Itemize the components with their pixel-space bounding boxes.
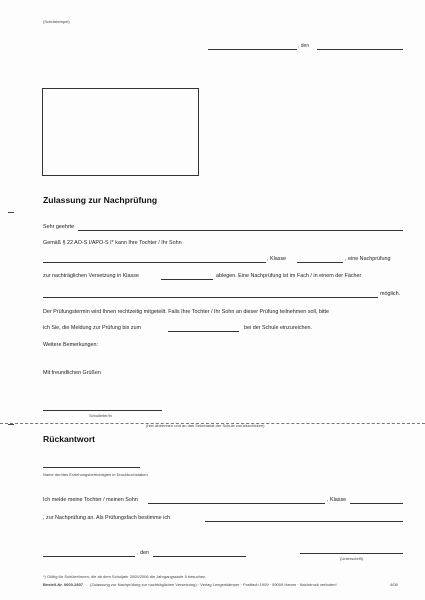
student-name-field[interactable] (43, 262, 266, 263)
parent-name-field[interactable] (43, 467, 140, 468)
footnote: *) Gültig für Schüler/innen, die ab dem Schuljahr 2005/2006 die Jahrgangsstufe 5 besuchen. (43, 574, 207, 579)
fach-text: , zur Nachprüfung an. Als Prüfungsfach bestimme ich (43, 515, 171, 521)
reply-klasse-field[interactable] (350, 503, 403, 504)
stamp-label: (Schulstempel) (43, 19, 70, 24)
parent-name-label: Name der/des Erziehungsberechtigten in Druckbuchstaben (43, 472, 148, 477)
melde-text: Ich melde meine Tochter / meinen Sohn (43, 497, 138, 503)
meldung-date-field[interactable] (168, 331, 239, 332)
address-box (42, 88, 199, 176)
reply-place-field[interactable] (43, 556, 135, 557)
meldung-end-text: bei der Schule einzureichen. (244, 325, 313, 331)
parent-signature-field[interactable] (300, 553, 403, 554)
meldung-text: ich Sie, die Meldung zur Prüfung bis zum (43, 325, 141, 331)
date-field[interactable] (317, 49, 403, 50)
versetzung-klasse-field[interactable] (161, 279, 213, 280)
legal-text: Gemäß § 22 AO-S I/APO-S I* kann Ihre Tochter / Ihr Sohn (43, 240, 182, 246)
salutation-label: Sehr geehrte (43, 224, 75, 230)
pruefungsfach-field[interactable] (205, 521, 403, 522)
versetzung-text: zur nachträglichen Versetzung in Klasse (43, 273, 139, 279)
salutation-field[interactable] (78, 230, 403, 231)
page-title: Zulassung zur Nachprüfung (43, 195, 158, 205)
reply-title: Rückantwort (43, 434, 96, 444)
reply-klasse-label: , Klasse (327, 497, 347, 503)
order-description: (Zulassung zur Nachprüfung zur nachträglichen Versetzung) · Verlag Lengenkämper · Postfach 1909 · 59009 Hamm · Nachdruck verboten! (90, 582, 337, 587)
faecher-field[interactable] (43, 297, 378, 298)
form-code: 4/08 (390, 582, 398, 587)
reply-date-label: , den (137, 550, 149, 556)
weitere-label: Weitere Bemerkungen: (43, 342, 99, 348)
cut-note: (hier abtrennen und an das Sekretariat der Schule zurückschicken) (146, 423, 265, 428)
klasse-field[interactable] (297, 262, 343, 263)
reply-student-field[interactable] (148, 503, 325, 504)
cut-mark (8, 424, 14, 425)
moeglich-text: möglich. (380, 291, 401, 297)
schulleiter-signature-field[interactable] (43, 410, 162, 411)
place-field[interactable] (208, 49, 297, 50)
schulleiter-label: Schulleiter/in (89, 413, 112, 418)
nachpruefung-text: , eine Nachprüfung (345, 256, 391, 262)
ablegen-text: ablegen. Eine Nachprüfung ist im Fach / in einem der Fächer (216, 273, 362, 279)
unterschrift-label: (Unterschrift) (340, 556, 364, 561)
reply-date-field[interactable] (153, 556, 246, 557)
order-number: Bestell-Nr. 0600-2807 (43, 582, 84, 587)
termin-text: Der Prüfungstermin wird Ihnen rechtzeitig mitgeteilt. Falls Ihre Tochter / Ihr Sohn an dieser Prüfung teilnehmen soll, bitte (43, 309, 330, 315)
date-label: , den (298, 43, 310, 49)
klasse-label: , Klasse (267, 256, 287, 262)
greeting-text: Mit freundlichen Grüßen (43, 370, 101, 376)
fold-mark (8, 212, 14, 213)
